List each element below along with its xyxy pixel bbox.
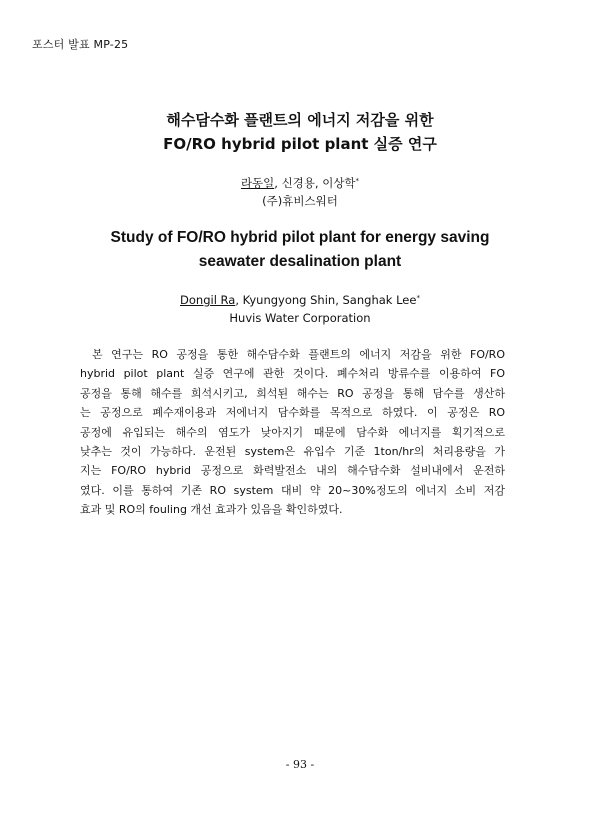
abstract-line: 공정에 유입되는 해수의 염도가 낮아지기 때문에 담수화 에너지를 획기적으로 — [80, 425, 505, 439]
korean-coauthors: , 신경용, 이상학 — [274, 176, 356, 190]
korean-title — [0, 108, 600, 156]
abstract-line: 지는 FO/RO hybrid 공정으로 화력발전소 내의 해수담수화 설비내에서 운전하 — [80, 464, 505, 478]
abstract-line: 는 공정으로 폐수재이용과 저에너지 담수화를 목적으로 하였다. 이 공정은 RO — [80, 406, 505, 420]
english-presenting-author: Dongil Ra — [180, 293, 236, 307]
english-affiliation: Huvis Water Corporation — [229, 311, 371, 325]
abstract-line: 공정을 통해 해수를 희석시키고, 희석된 해수는 RO 공정을 통해 담수를 생산하 — [80, 386, 505, 400]
english-corresponding-mark: * — [416, 294, 420, 302]
english-authors-block — [0, 291, 600, 327]
korean-corresponding-mark: * — [355, 177, 360, 185]
abstract-line: 본 연구는 RO 공정을 통한 해수담수화 플랜트의 에너지 저감을 위한 FO/RO — [92, 348, 505, 361]
abstract-body — [80, 345, 505, 520]
abstract-line: 낮추는 것이 가능하다. 운전된 system은 유입수 기준 1ton/hr의 처리용량을 가 — [80, 445, 505, 459]
korean-presenting-author: 라동일 — [240, 176, 275, 190]
korean-authors-block — [0, 174, 600, 210]
abstract-line: 였다. 이를 통하여 기존 RO system 대비 약 20~30%정도의 에너지 소비 저감 — [80, 483, 505, 497]
korean-title-line2: FO/RO hybrid pilot plant 실증 연구 — [163, 135, 437, 153]
english-title-line1: Study of FO/RO hybrid pilot plant for energy saving — [110, 229, 490, 246]
abstract-line: hybrid pilot plant 실증 연구에 관한 것이다. 폐수처리 방류수를 이용하여 FO — [80, 367, 505, 381]
page-number: - 93 - — [285, 758, 315, 771]
abstract-line: 효과 및 RO의 fouling 개선 효과가 있음을 확인하였다. — [80, 503, 343, 517]
korean-authors — [0, 174, 600, 192]
english-title — [0, 226, 600, 274]
korean-affiliation: (주)휴비스워터 — [262, 194, 338, 208]
korean-title-line1: 해수담수화 플랜트의 에너지 저감을 위한 — [166, 111, 434, 129]
english-title-line2: seawater desalination plant — [198, 253, 402, 270]
english-coauthors: , Kyungyong Shin, Sanghak Lee — [235, 293, 417, 307]
session-tag: 포스터 발표 MP-25 — [32, 38, 129, 51]
english-authors — [0, 291, 600, 309]
